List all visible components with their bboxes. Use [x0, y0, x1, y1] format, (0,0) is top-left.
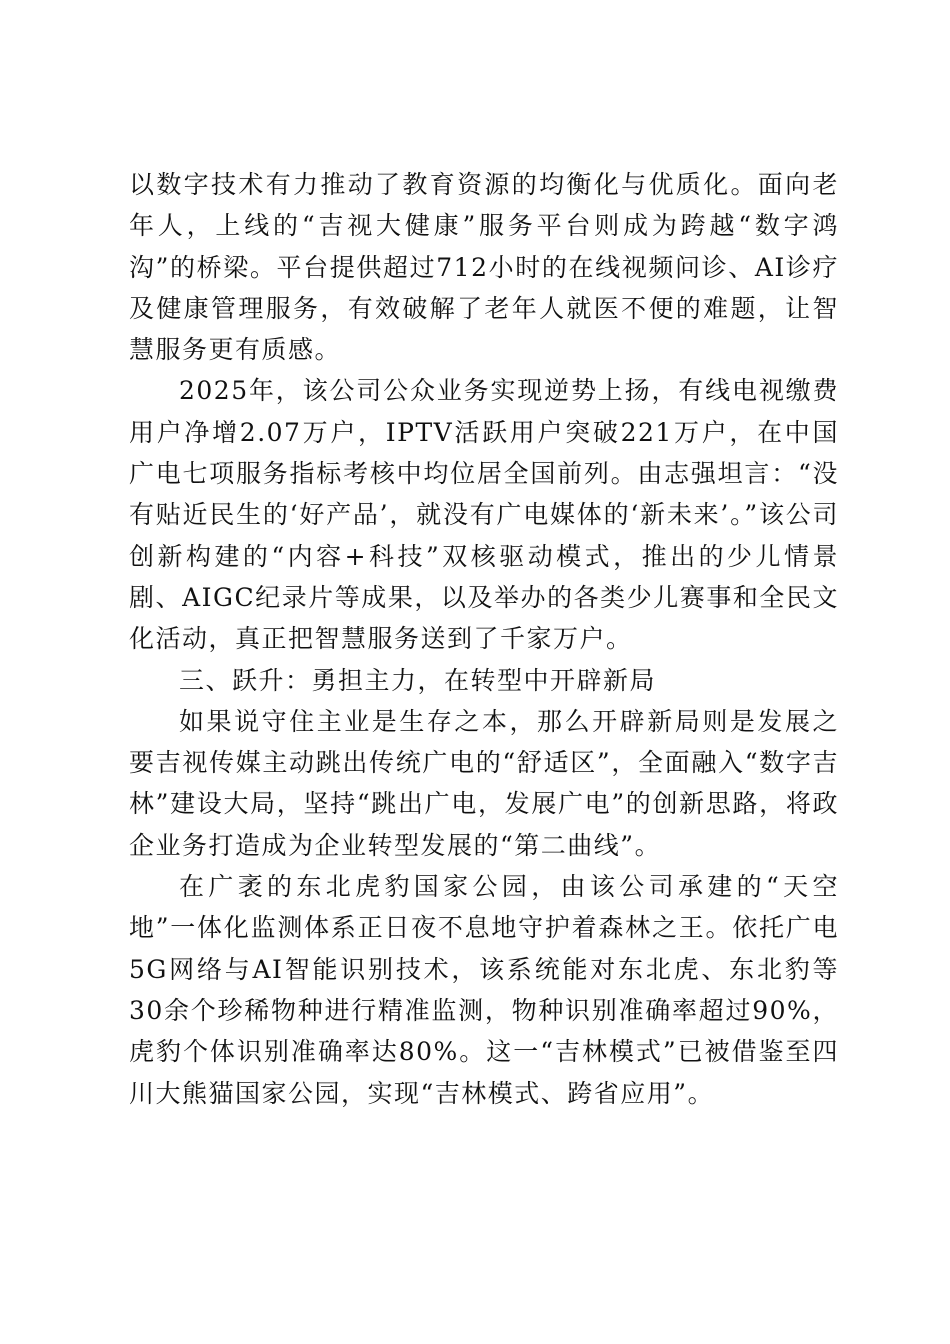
paragraph-national-park: 在广袤的东北虎豹国家公园，由该公司承建的“天空地”一体化监测体系正日夜不息地守护着森林之王。依托广电5G网络与AI智能识别技术，该系统能对东北虎、东北豹等30余个珍稀物种进行精准监测，物种识别准确率超过90%，虎豹个体识别准确率达80%。这一“吉林模式”已被借鉴至四川大熊猫国家公园，实现“吉林模式、跨省应用”。 [129, 872, 839, 1108]
section-heading: 三、跃升：勇担主力，在转型中开辟新局 [179, 665, 657, 695]
paragraph-continuation: 以数字技术有力推动了教育资源的均衡化与优质化。面向老年人，上线的“吉视大健康”服务平台则成为跨越“数字鸿沟”的桥梁。平台提供超过712小时的在线视频问诊、AI诊疗及健康管理服务，有效破解了老年人就医不便的难题，让智慧服务更有质感。 [129, 170, 839, 365]
paragraph-public-business: 2025年，该公司公众业务实现逆势上扬，有线电视缴费用户净增2.07万户，IPTV活跃用户突破221万户，在中国广电七项服务指标考核中均位居全国前列。由志强坦言：“没有贴近民生的‘好产品’，就没有广电媒体的‘新未来’。”该公司创新构建的“内容+科技”双核驱动模式，推出的少儿情景剧、AIGC纪录片等成果，以及举办的各类少儿赛事和全民文化活动，真正把智慧服务送到了千家万户。 [129, 376, 839, 654]
paragraph-transformation: 如果说守住主业是生存之本，那么开辟新局则是发展之要吉视传媒主动跳出传统广电的“舒适区”，全面融入“数字吉林”建设大局，坚持“跳出广电，发展广电”的创新思路，将政企业务打造成为企业转型发展的“第二曲线”。 [129, 706, 839, 860]
body-text [129, 164, 839, 1114]
